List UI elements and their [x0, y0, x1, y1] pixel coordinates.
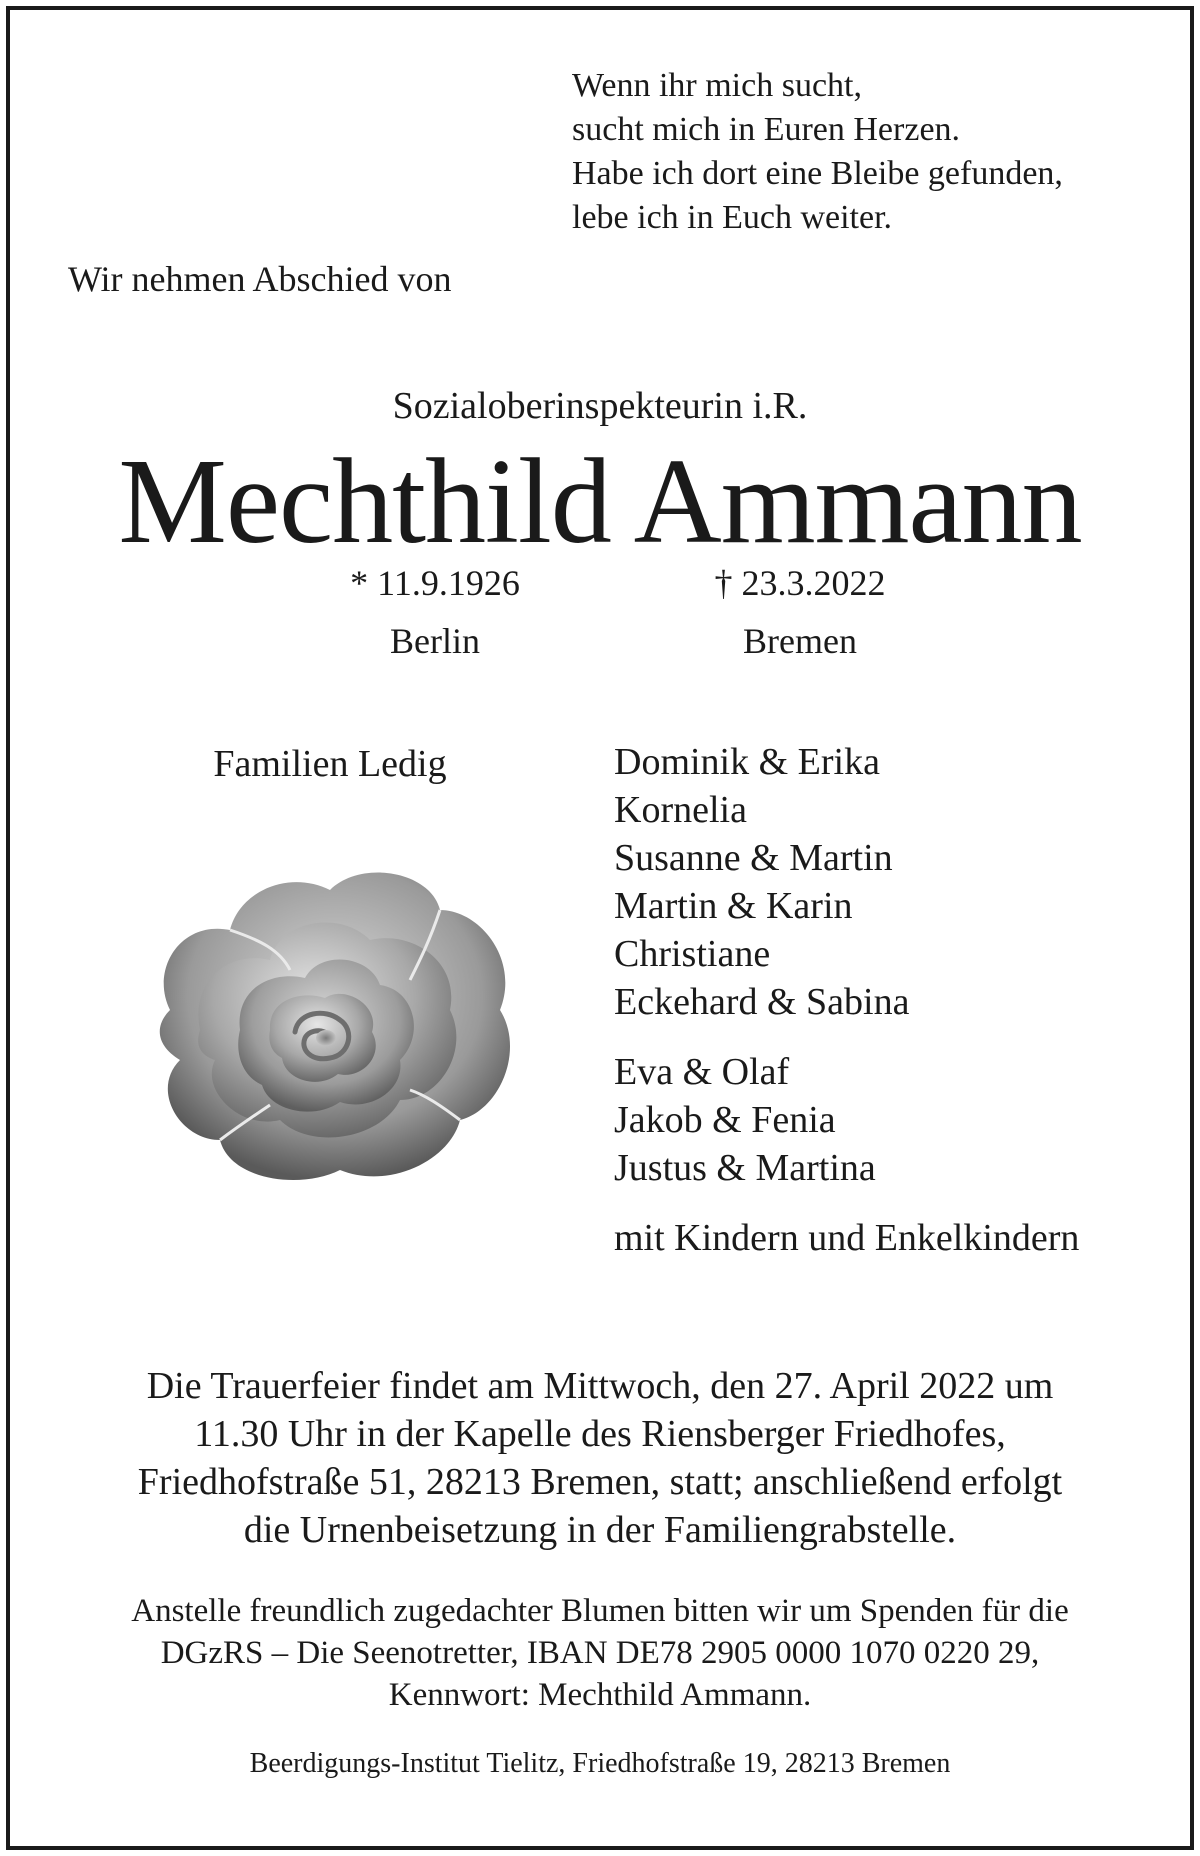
ceremony-line: Die Trauerfeier findet am Mittwoch, den 27. April 2022 um: [146, 1365, 1054, 1407]
mourner-entry: Dominik & Erika: [614, 741, 880, 783]
mourner-entry: Martin & Karin: [614, 885, 853, 927]
mourner-names: [614, 738, 909, 1214]
death-date: † 23.3.2022: [714, 563, 886, 603]
mourner-entry: Eckehard & Sabina: [614, 981, 910, 1023]
family-name: Familien Ledig: [213, 743, 447, 785]
ceremony-text: [0, 1362, 1200, 1554]
mourners-closing: mit Kindern und Enkelkindern: [614, 1217, 1080, 1259]
deceased-name: Mechthild Ammann: [118, 434, 1082, 569]
ceremony-line: die Urnenbeisetzung in der Familiengrabstelle.: [243, 1509, 957, 1551]
rose-icon: [140, 850, 520, 1190]
death-place: Bremen: [743, 621, 857, 661]
poem-line: lebe ich in Euch weiter.: [572, 199, 893, 236]
ceremony-line: 11.30 Uhr in der Kapelle des Riensberger Friedhofes,: [194, 1413, 1006, 1455]
intro-text: Wir nehmen Abschied von: [68, 259, 452, 299]
birth-place: Berlin: [390, 621, 480, 661]
birth-info: [290, 562, 580, 662]
donation-text: [0, 1590, 1200, 1716]
poem-line: Wenn ihr mich sucht,: [572, 67, 862, 104]
mourner-entry: Jakob & Fenia: [614, 1099, 836, 1141]
donation-line: Kennwort: Mechthild Ammann.: [388, 1677, 812, 1713]
mourner-entry: Christiane: [614, 933, 771, 975]
donation-line: Anstelle freundlich zugedachter Blumen bitten wir um Spenden für die: [131, 1593, 1069, 1629]
mourner-group-1: [614, 738, 909, 1026]
death-info: [655, 562, 945, 662]
poem-line: sucht mich in Euren Herzen.: [572, 111, 961, 148]
undertaker-info: Beerdigungs-Institut Tielitz, Friedhofstraße 19, 28213 Bremen: [249, 1748, 951, 1779]
poem: [572, 64, 1063, 240]
mourner-entry: Kornelia: [614, 789, 747, 831]
poem-line: Habe ich dort eine Bleibe gefunden,: [572, 155, 1063, 192]
mourner-entry: Susanne & Martin: [614, 837, 893, 879]
donation-line: DGzRS – Die Seenotretter, IBAN DE78 2905 0000 1070 0220 29,: [160, 1635, 1040, 1671]
ceremony-line: Friedhofstraße 51, 28213 Bremen, statt; anschließend erfolgt: [137, 1461, 1063, 1503]
mourner-entry: Eva & Olaf: [614, 1051, 790, 1093]
mourner-entry: Justus & Martina: [614, 1147, 876, 1189]
deceased-title: Sozialoberinspekteurin i.R.: [392, 385, 808, 427]
birth-date: * 11.9.1926: [350, 563, 520, 603]
mourner-group-2: [614, 1048, 909, 1192]
